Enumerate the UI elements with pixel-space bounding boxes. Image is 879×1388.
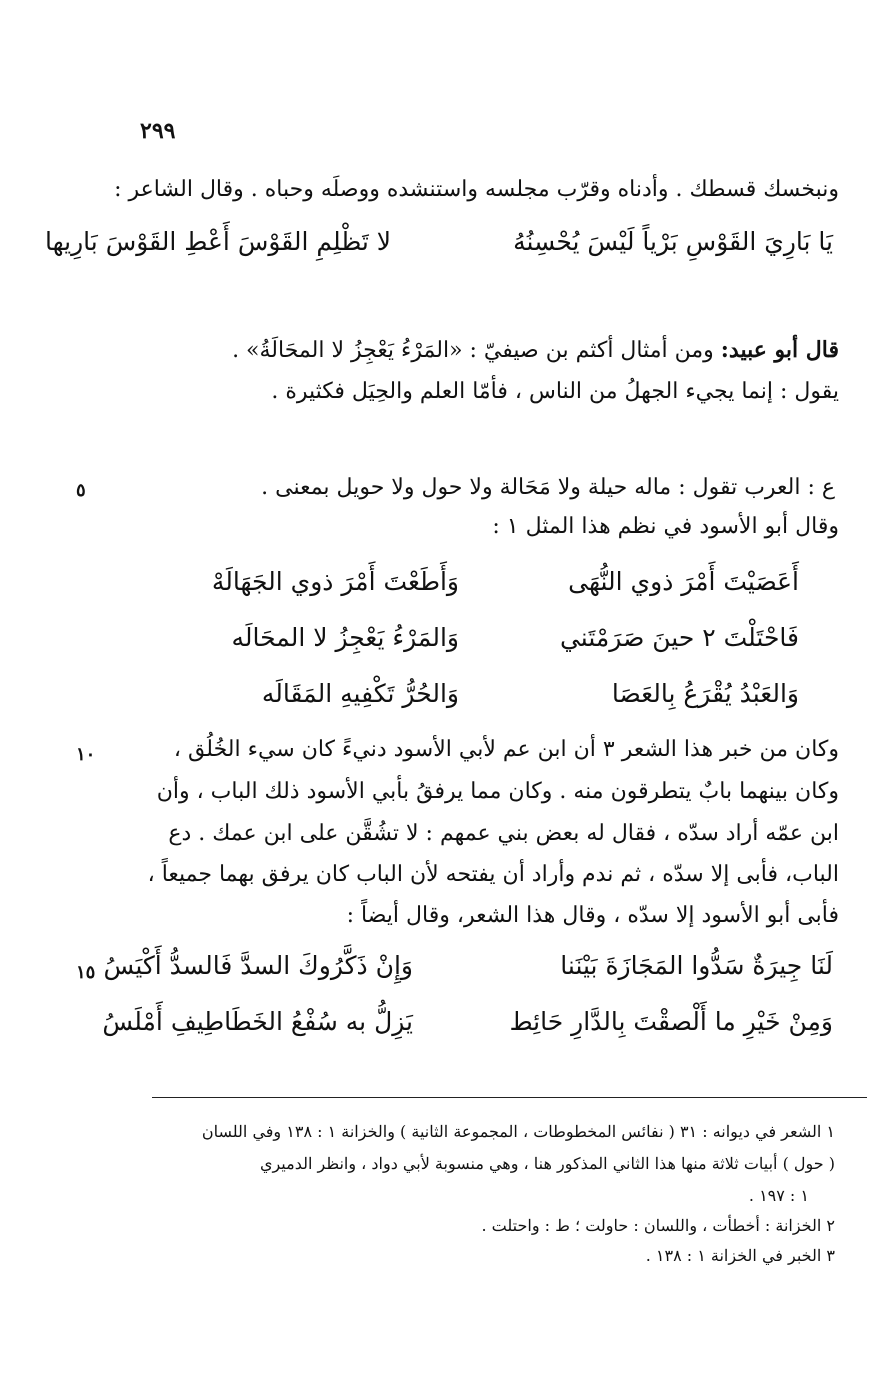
proverb-text: ومن أمثال أكثم بن صيفيّ : «المَرْءُ يَعْجِزُ لا المحَالَةُ» . <box>232 338 714 363</box>
prose-line-10: فأبى أبو الأسود إلا سدّه ، وقال هذا الشعر، وقال أيضاً : <box>346 903 839 928</box>
prose-line-6: وكان من خبر هذا الشعر ٣ أن ابن عم لأبي الأسود دنيءً كان سيء الخُلُق ، <box>173 737 839 762</box>
footnote-1-line-2: ( حول ) أبيات ثلاثة منها هذا الثاني المذكور هنا ، وهي منسوبة لأبي دواد ، وانظر الدميري <box>259 1154 835 1173</box>
prose-line-2 <box>232 336 839 366</box>
prose-line-8: ابن عمّه أراد سدّه ، فقال له بعض بني عمهم : لا تشُقَّن على ابن عمك . دع <box>168 821 839 846</box>
line-number-10: ١٠ <box>76 744 96 765</box>
footnote-1-line-3: ١ : ١٩٧ . <box>748 1186 809 1205</box>
verse-6-first-hemistich: وَمِنْ خَيْرِ ما أَلْصقْتَ بِالدَّارِ حَائِط <box>509 1007 833 1036</box>
prose-line-1: ونبخسك قسطك . وأدناه وقرّب مجلسه واستنشده ووصلَه وحباه . وقال الشاعر : <box>114 177 839 202</box>
verse-5-second-hemistich: وَإِنْ ذَكَّرُوكَ السدَّ فَالسدُّ أَكْيَسُ <box>103 951 413 980</box>
prose-line-4: ع : العرب تقول : ماله حيلة ولا مَحَالة ولا حول ولا حويل بمعنى . <box>261 475 835 500</box>
footnote-2: ٢ الخزانة : أخطأت ، واللسان : حاولت ؛ ط : واحتلت . <box>481 1216 835 1235</box>
footnote-1-line-1: ١ الشعر في ديوانه : ٣١ ( نفائس المخطوطات ، المجموعة الثانية ) والخزانة ١ : ١٣٨ وفي اللسان <box>201 1122 835 1141</box>
verse-2-first-hemistich: أَعَصَيْتَ أَمْرَ ذوي النُّهَى <box>568 567 799 596</box>
footnote-3: ٣ الخبر في الخزانة ١ : ١٣٨ . <box>645 1246 835 1265</box>
verse-3-second-hemistich: وَالمَرْءُ يَعْجِزُ لا المحَالَه <box>231 623 459 652</box>
verse-5-first-hemistich: لَنَا جِيرَةٌ سَدُّوا المَجَازَةَ بَيْنَنا <box>560 951 833 980</box>
prose-line-7: وكان بينهما بابٌ يتطرقون منه . وكان مما يرفقُ بأبي الأسود ذلك الباب ، وأن <box>156 779 839 804</box>
verse-4-first-hemistich: وَالعَبْدُ يُقْرَعُ بِالعَصَا <box>611 679 799 708</box>
footnote-separator <box>152 1097 867 1098</box>
verse-4-second-hemistich: وَالحُرُّ تَكْفِيهِ المَقَالَه <box>261 679 459 708</box>
line-number-5: ٥ <box>76 480 86 501</box>
verse-1-second-hemistich: لا تَظْلِمِ القَوْسَ أَعْطِ القَوْسَ بَارِيها <box>45 227 391 256</box>
verse-2-second-hemistich: وَأَطَعْتَ أَمْرَ ذوي الجَهَالَهْ <box>211 567 459 596</box>
verse-6-second-hemistich: يَزِلُّ به سُفْعُ الخَطَاطِيفِ أَمْلَسُ <box>102 1007 413 1036</box>
prose-line-5: وقال أبو الأسود في نظم هذا المثل ١ : <box>492 514 839 539</box>
page-number: ٢٩٩ <box>140 118 176 144</box>
verse-1-first-hemistich: يَا بَارِيَ القَوْسِ بَرْياً لَيْسَ يُحْسِنُهُ <box>513 227 833 256</box>
line-number-15: ١٥ <box>76 962 96 983</box>
verse-3-first-hemistich: فَاحْتَلْتَ ٢ حينَ صَرَمْتَني <box>559 623 799 652</box>
prose-line-3: يقول : إنما يجيء الجهلُ من الناس ، فأمّا العلم والحِيَل فكثيرة . <box>271 379 839 404</box>
prose-line-9: الباب، فأبى إلا سدّه ، ثم ندم وأراد أن يفتحه لأن الباب كان يرفق بهما جميعاً ، <box>147 862 839 887</box>
speaker-heading: قال أبو عبيد: <box>720 337 839 363</box>
